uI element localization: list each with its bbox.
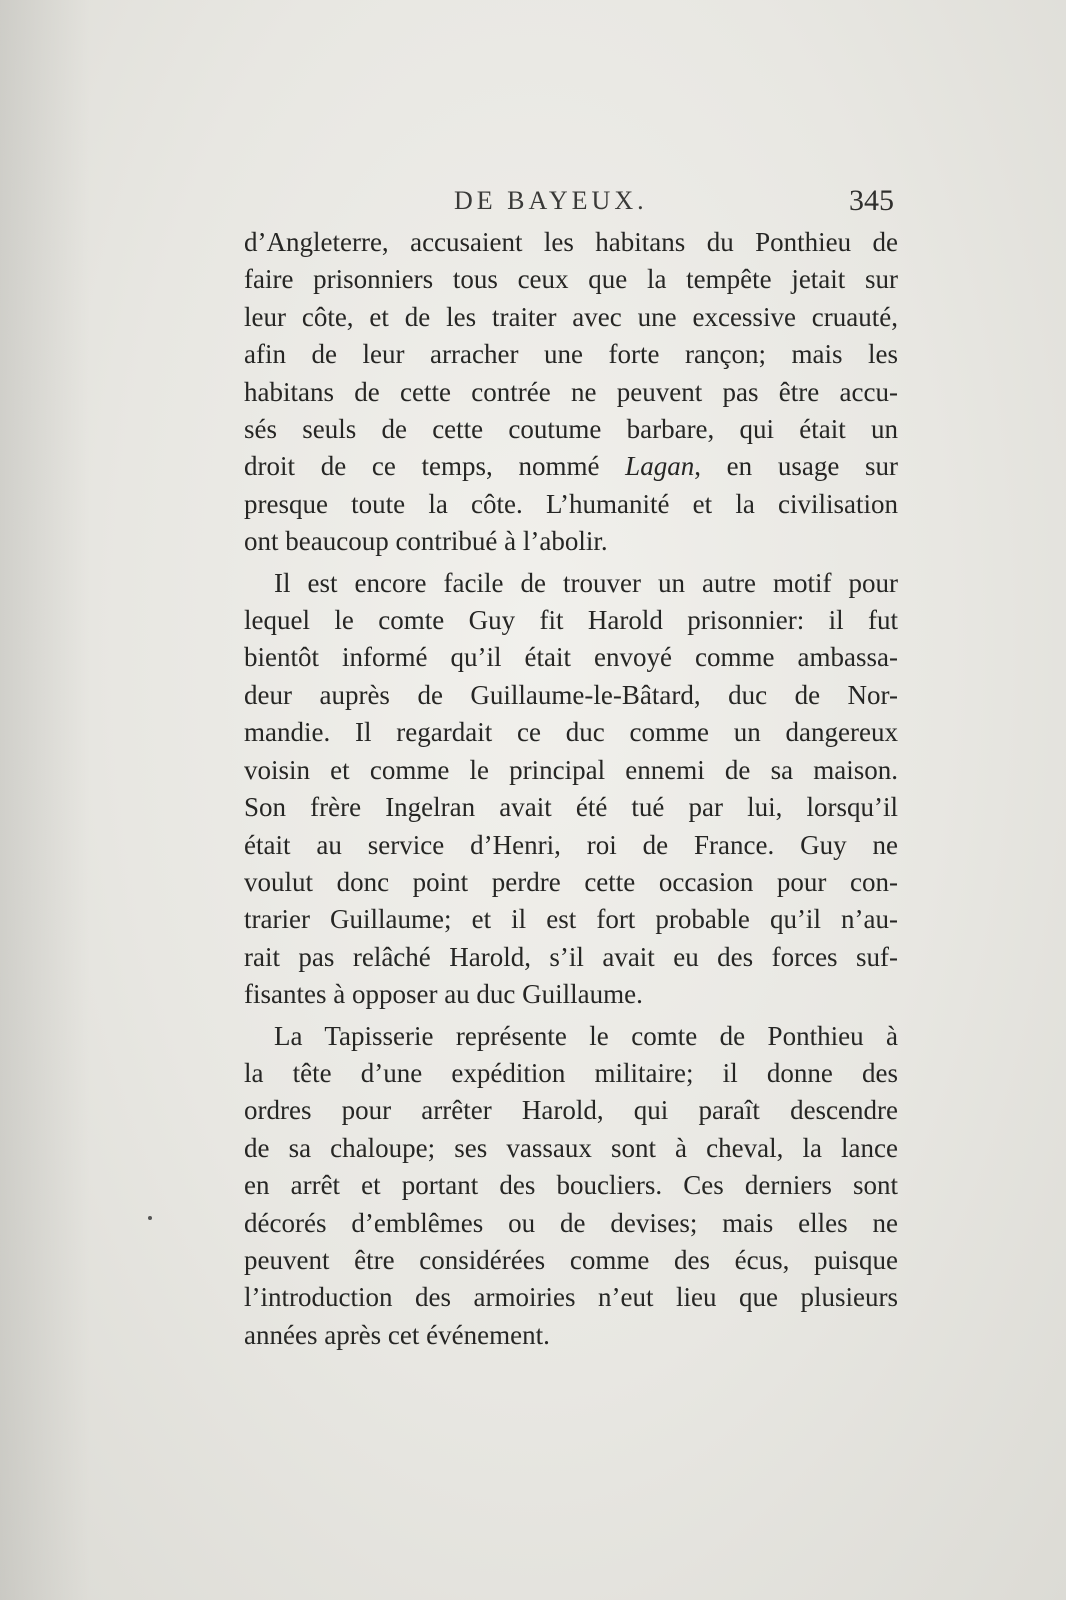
text-line-with-italic [244,448,898,485]
text-segment: droit de ce temps, nommé [244,451,600,482]
text-line: d’Angleterre, accusaient les habitans du Ponthieu de [244,227,898,257]
text-line: en arrêt et portant des boucliers. Ces derniers sont [244,1170,898,1201]
text-line: de sa chaloupe; ses vassaux sont à cheval, la lance [244,1132,898,1163]
text-line: décorés d’emblêmes ou de devises; mais elles ne [244,1207,898,1238]
text-line: ordres pour arrêter Harold, qui paraît descendre [244,1095,898,1126]
running-title: DE BAYEUX. [454,186,648,215]
text-line: mandie. Il regardait ce duc comme un dangereux [244,717,898,748]
text-line: bientôt informé qu’il était envoyé comme ambassa- [244,642,898,673]
text-line: presque toute la côte. L’humanité et la civilisation [244,488,898,519]
paragraph-3 [244,1018,898,1355]
text-line: habitans de cette contrée ne peuvent pas être accu- [244,376,898,407]
text-line: leur côte, et de les traiter avec une excessive cruauté, [244,301,898,332]
text-line: années après cet événement. [244,1319,550,1350]
text-line: deur auprès de Guillaume-le-Bâtard, duc de Nor- [244,679,898,710]
text-line: était au service d’Henri, roi de France. Guy ne [244,829,898,860]
text-line: trarier Guillaume; et il est fort probable qu’il n’au- [244,904,898,935]
text-line: voisin et comme le principal ennemi de sa maison. [244,754,898,785]
text-line: La Tapisserie représente le comte de Ponthieu à [274,1020,898,1051]
italic-term: Lagan [625,451,695,482]
paragraph-1 [244,224,898,561]
page-gutter-shadow [0,0,90,1600]
text-line: rait pas relâché Harold, s’il avait eu des forces suf- [244,941,898,972]
text-line: l’introduction des armoiries n’eut lieu que plusieurs [244,1282,898,1313]
text-line: voulut donc point perdre cette occasion pour con- [244,866,898,897]
text-segment: , en usage sur [694,451,898,482]
text-line: la tête d’une expédition militaire; il donne des [244,1057,898,1088]
text-line: sés seuls de cette coutume barbare, qui était un [244,414,898,445]
page-number: 345 [849,184,894,217]
paper-speck [148,1216,152,1220]
text-line: faire prisonniers tous ceux que la tempête jetait sur [244,264,898,295]
text-line: fisantes à opposer au duc Guillaume. [244,979,643,1010]
text-line: peuvent être considérées comme des écus, puisque [244,1244,898,1275]
text-line: afin de leur arracher une forte rançon; mais les [244,339,898,370]
paragraph-2 [244,565,898,1014]
text-line: lequel le comte Guy fit Harold prisonnier: il fut [244,605,898,636]
text-line: ont beaucoup contribué à l’abolir. [244,526,608,557]
text-line: Son frère Ingelran avait été tué par lui, lorsqu’il [244,792,898,823]
body-text [244,224,898,1354]
text-line: Il est encore facile de trouver un autre motif pour [274,567,898,598]
